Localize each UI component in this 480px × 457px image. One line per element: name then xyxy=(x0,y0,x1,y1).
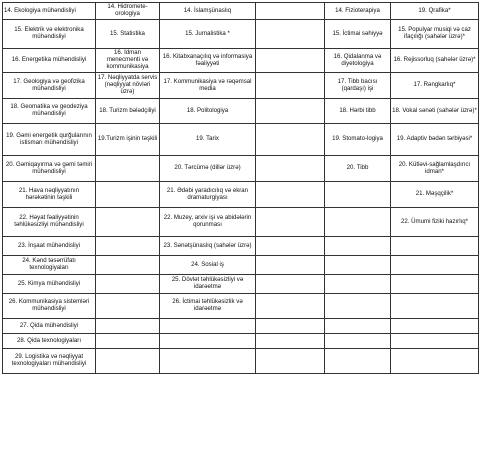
table-cell: 15. Populyar musiqi və caz ifaçılığı (sahələr üzrə)* xyxy=(391,20,479,49)
table-cell xyxy=(256,99,325,124)
table-row xyxy=(3,208,479,237)
table-cell xyxy=(256,20,325,49)
table-cell: 19. Qrafika* xyxy=(391,3,479,20)
table-cell xyxy=(96,237,160,256)
table-row xyxy=(3,237,479,256)
table-cell xyxy=(256,49,325,73)
table-cell: 18. Geomatika və geodeziya mühəndisliyi xyxy=(3,99,96,124)
table-cell: 21. Ədəbi yaradıcılıq və ekran dramaturgiyası xyxy=(160,182,256,208)
table-row xyxy=(3,349,479,374)
table-cell xyxy=(391,294,479,319)
table-cell: 29. Logistika və nəqliyyat texnologiyaları mühəndisliyi xyxy=(3,349,96,374)
table-cell xyxy=(96,182,160,208)
table-cell xyxy=(96,334,160,349)
table-cell: 16. Kitabxanaçılıq və informasiya fəaliyyəti xyxy=(160,49,256,73)
table-cell: 25. Dövlət təhlükəsizliyi və idarəetmə xyxy=(160,275,256,294)
table-cell xyxy=(96,319,160,334)
table-row xyxy=(3,124,479,156)
table-cell: 26. İctimai təhlükəsizlik və idarəetmə xyxy=(160,294,256,319)
table-cell: 18. Vokal sənəti (sahələr üzrə)* xyxy=(391,99,479,124)
table-cell: 17. Geologiya və geofizika mühəndisliyi xyxy=(3,73,96,99)
table-cell xyxy=(256,294,325,319)
table-row xyxy=(3,319,479,334)
table-cell xyxy=(96,256,160,275)
table-cell xyxy=(391,237,479,256)
table-cell: 19. Stomato-logiya xyxy=(325,124,391,156)
table-cell: 19. Adaptiv bədən tərbiyəsi* xyxy=(391,124,479,156)
table-cell xyxy=(391,334,479,349)
table-cell: 18. Turizm bələdçiliyi xyxy=(96,99,160,124)
table-cell: 24. Kənd təsərrüfatı texnologiyaları xyxy=(3,256,96,275)
table-cell: 20. Tibb xyxy=(325,156,391,182)
table-cell xyxy=(325,319,391,334)
table-row xyxy=(3,156,479,182)
table-cell xyxy=(256,3,325,20)
table-row xyxy=(3,256,479,275)
table-cell xyxy=(256,237,325,256)
table-cell xyxy=(325,294,391,319)
table-cell: 20. Tərcümə (dillər üzrə) xyxy=(160,156,256,182)
table-cell xyxy=(325,256,391,275)
table-cell xyxy=(256,349,325,374)
table-cell: 17. Tibb bacısı (qardaşı) işi xyxy=(325,73,391,99)
table-cell: 19.Turizm işinin təşkili xyxy=(96,124,160,156)
table-cell: 14. Hidromete-orologiya xyxy=(96,3,160,20)
table-cell xyxy=(160,319,256,334)
table-cell: 21. Məşqçilik* xyxy=(391,182,479,208)
table-cell: 16. Energetika mühəndisliyi xyxy=(3,49,96,73)
table-cell xyxy=(96,208,160,237)
table-row xyxy=(3,182,479,208)
table-cell xyxy=(256,208,325,237)
table-cell: 16. Qidalanma və diyetologiya xyxy=(325,49,391,73)
table-cell xyxy=(256,319,325,334)
table-cell: 14. Ekologiya mühəndisliyi xyxy=(3,3,96,20)
table-row xyxy=(3,73,479,99)
table-row xyxy=(3,49,479,73)
table-cell xyxy=(256,256,325,275)
table-cell: 23. Sənətşünaslıq (sahələr üzrə) xyxy=(160,237,256,256)
table-cell xyxy=(96,349,160,374)
table-cell xyxy=(325,334,391,349)
table-cell xyxy=(325,349,391,374)
table-row xyxy=(3,334,479,349)
table-cell: 17. Rəngkarlıq* xyxy=(391,73,479,99)
table-cell xyxy=(160,334,256,349)
table-cell: 14. Fizioterapiya xyxy=(325,3,391,20)
table-cell xyxy=(256,334,325,349)
table-cell xyxy=(96,156,160,182)
table-cell: 17. Kommunikasiya və rəqəmsal media xyxy=(160,73,256,99)
table-cell: 20. Kütləvi-sağlamlaşdırıcı idman* xyxy=(391,156,479,182)
table-row xyxy=(3,294,479,319)
table-row xyxy=(3,99,479,124)
table-cell xyxy=(391,349,479,374)
table-cell xyxy=(325,208,391,237)
table-cell xyxy=(256,182,325,208)
table-cell xyxy=(391,275,479,294)
document-page xyxy=(2,2,478,453)
table-cell xyxy=(96,275,160,294)
table-body xyxy=(3,3,479,374)
table-cell: 27. Qida mühəndisliyi xyxy=(3,319,96,334)
table-cell: 26. Kommunikasiya sistemləri mühəndisliyi xyxy=(3,294,96,319)
table-cell: 23. İnşaat mühəndisliyi xyxy=(3,237,96,256)
table-cell xyxy=(325,182,391,208)
table-cell: 15. Jurnalistika * xyxy=(160,20,256,49)
table-row xyxy=(3,3,479,20)
table-cell: 28. Qida texnologiyaları xyxy=(3,334,96,349)
table-cell xyxy=(256,73,325,99)
table-cell xyxy=(256,124,325,156)
table-cell: 15. İctimai səhiyyə xyxy=(325,20,391,49)
table-cell: 16. Rejissorluq (sahələr üzrə)* xyxy=(391,49,479,73)
table-cell: 25. Kimya mühəndisliyi xyxy=(3,275,96,294)
table-cell: 14. İslamşünaslıq xyxy=(160,3,256,20)
table-cell: 22. Ümumi fiziki hazırlıq* xyxy=(391,208,479,237)
table-cell: 22. Muzey, arxiv işi və abidələrin qorunması xyxy=(160,208,256,237)
table-cell xyxy=(391,319,479,334)
table-cell xyxy=(96,294,160,319)
table-cell: 21. Hava nəqliyyatının hərəkətinin təşkili xyxy=(3,182,96,208)
table-cell xyxy=(256,156,325,182)
table-cell: 20. Gəmiqayırma və gəmi təmiri mühəndisliyi xyxy=(3,156,96,182)
table-row xyxy=(3,275,479,294)
table-cell: 19. Gəmi energetik qurğularının istismarı mühəndisliyi xyxy=(3,124,96,156)
specialty-table xyxy=(2,2,479,374)
table-cell: 19. Tarix xyxy=(160,124,256,156)
table-cell xyxy=(325,237,391,256)
table-cell: 22. Həyat fəaliyyətinin təhlükəsizliyi mühəndisliyi xyxy=(3,208,96,237)
table-cell xyxy=(325,275,391,294)
table-row xyxy=(3,20,479,49)
table-cell: 18. Hərbi tibb xyxy=(325,99,391,124)
table-cell: 17. Nəqliyyatda servis (nəqliyyat növləri üzrə) xyxy=(96,73,160,99)
table-cell xyxy=(160,349,256,374)
table-cell: 18. Politologiya xyxy=(160,99,256,124)
table-cell xyxy=(391,256,479,275)
table-cell: 15. Statistika xyxy=(96,20,160,49)
table-cell: 24. Sosial iş xyxy=(160,256,256,275)
table-cell: 16. İdman menecmenti və kommunikasiya xyxy=(96,49,160,73)
table-cell xyxy=(256,275,325,294)
table-cell: 15. Elektrik və elektronika mühəndisliyi xyxy=(3,20,96,49)
